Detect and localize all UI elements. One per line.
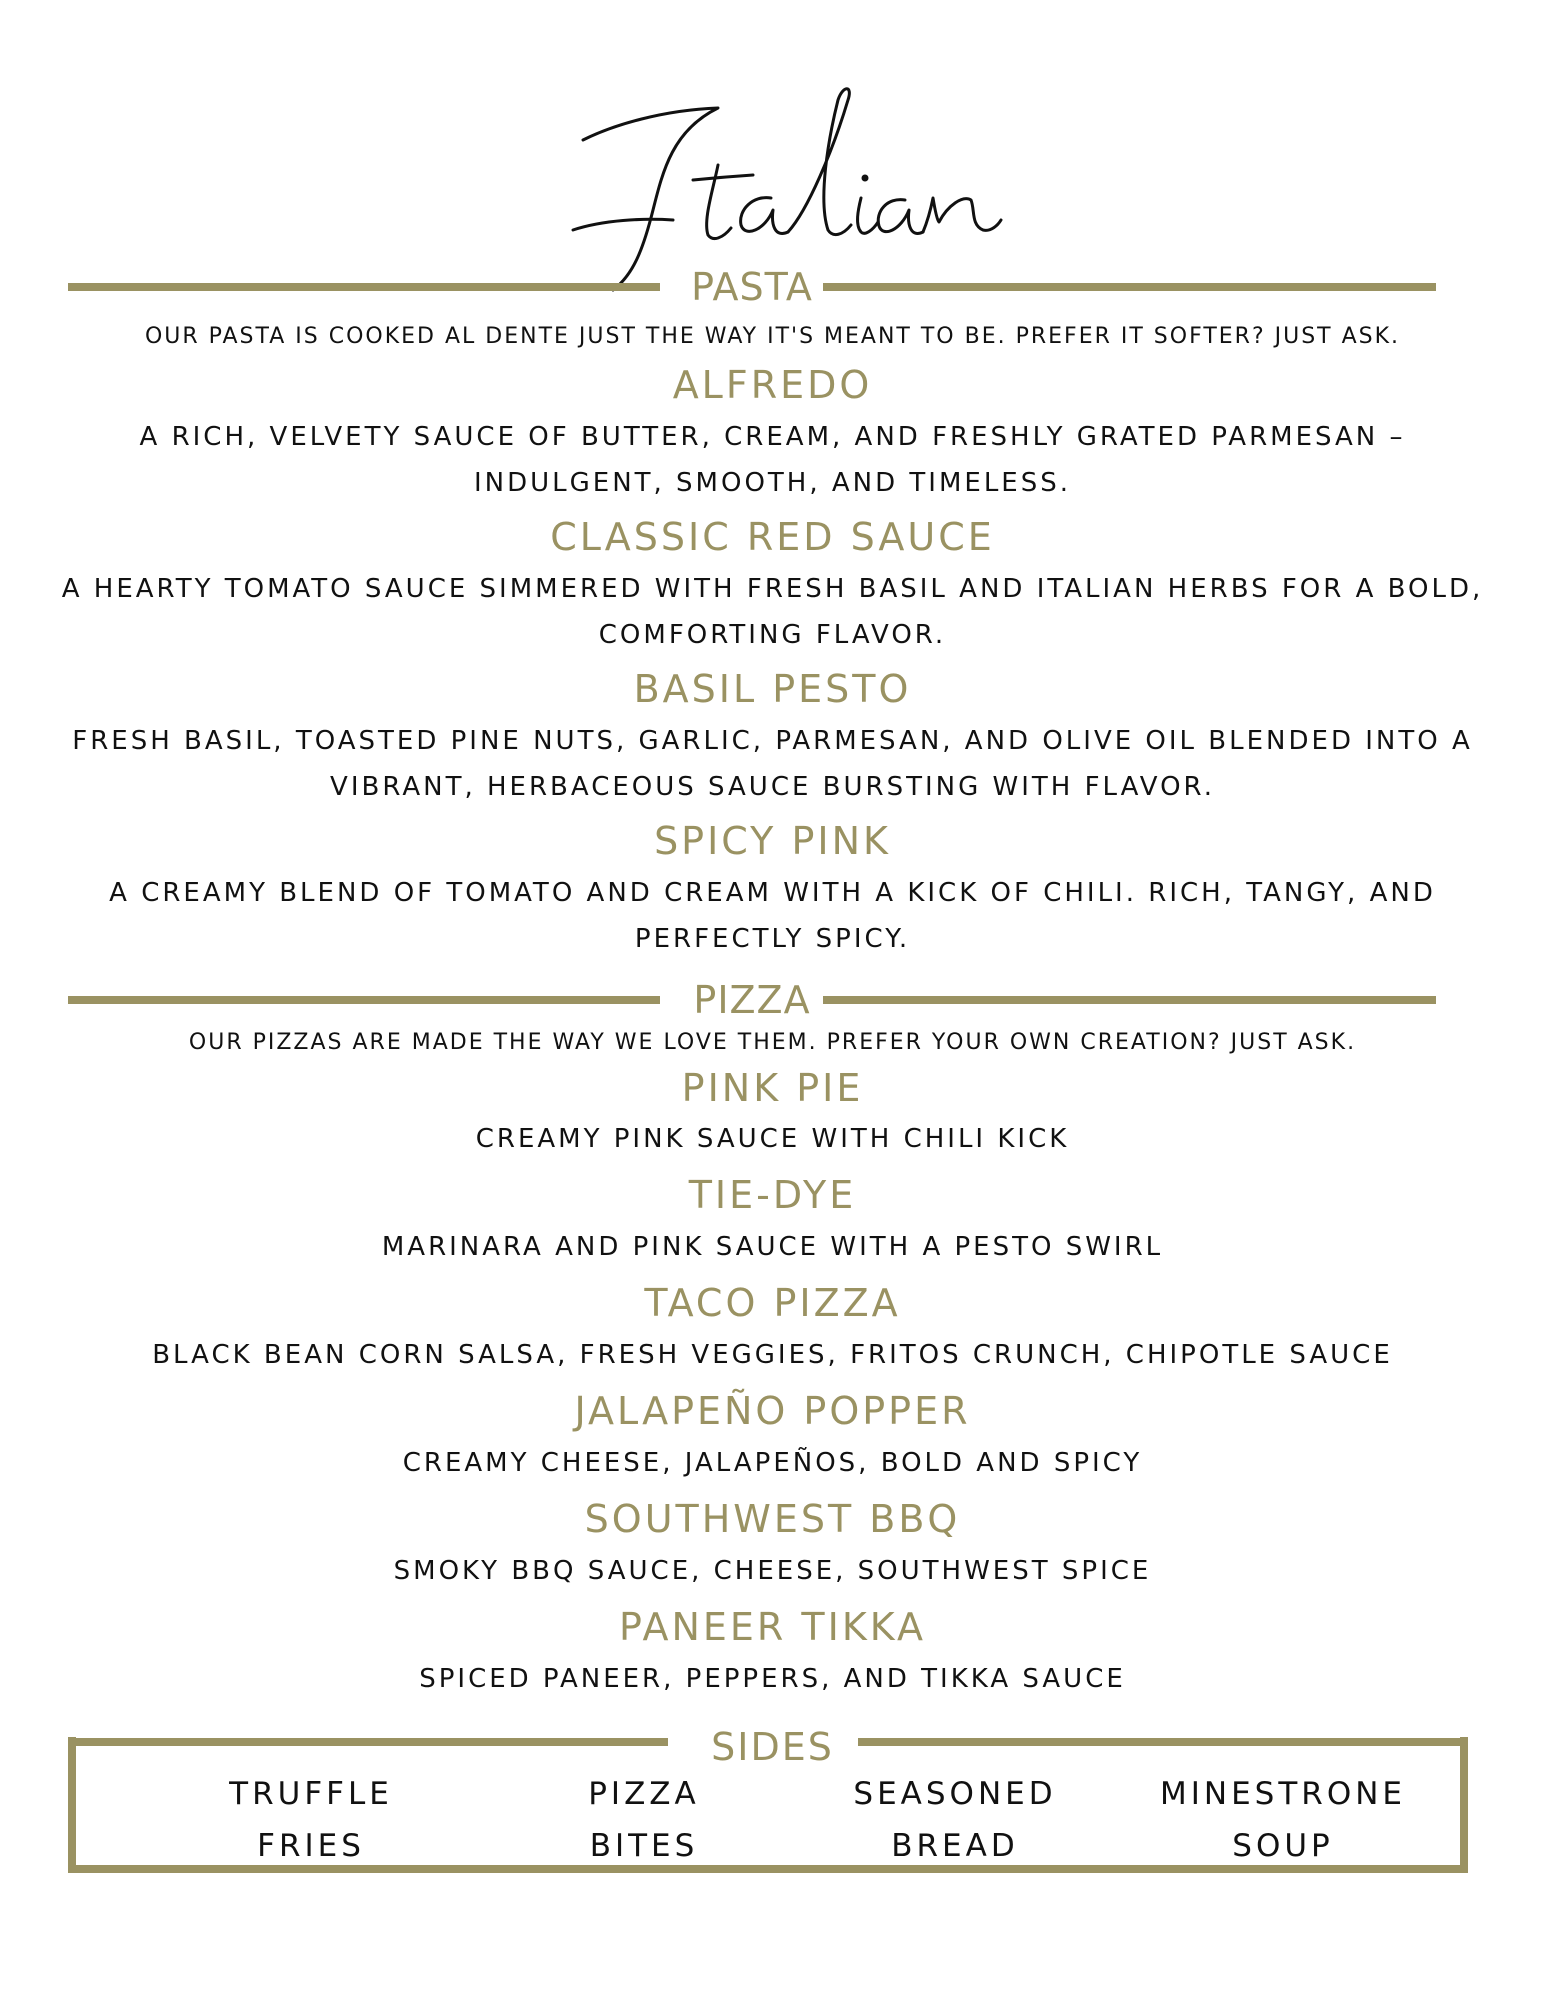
pizza-item-name: PINK PIE: [681, 1066, 864, 1110]
pizza-item-name: TACO PIZZA: [644, 1281, 901, 1325]
side-item: [1123, 1768, 1443, 1872]
pizza-item-name: PANEER TIKKA: [619, 1605, 926, 1649]
pizza-heading: PIZZA: [693, 978, 811, 1022]
pasta-item-desc: A HEARTY TOMATO SAUCE SIMMERED WITH FRESH BASIL AND ITALIAN HERBS FOR A BOLD, COMFORTING FLAVOR.: [61, 574, 1484, 650]
side-item-line2: BITES: [589, 1828, 699, 1864]
side-item: [151, 1768, 471, 1872]
pasta-item-desc: A CREAMY BLEND OF TOMATO AND CREAM WITH A KICK OF CHILI. RICH, TANGY, AND PERFECTLY SPICY.: [109, 878, 1436, 954]
pasta-item-name: SPICY PINK: [654, 819, 891, 863]
pizza-heading-row: [68, 975, 1436, 1025]
side-item-line1: MINESTRONE: [1160, 1776, 1406, 1812]
pasta-heading: PASTA: [691, 265, 813, 309]
side-item-line1: PIZZA: [588, 1776, 700, 1812]
pizza-item-desc: CREAMY PINK SAUCE WITH CHILI KICK: [475, 1124, 1070, 1154]
side-item: [484, 1768, 804, 1872]
pasta-item-desc: FRESH BASIL, TOASTED PINE NUTS, GARLIC, PARMESAN, AND OLIVE OIL BLENDED INTO A VIBRANT, HERBACEOUS SAUCE BURSTING WITH FLAVOR.: [72, 726, 1473, 802]
pasta-item-name: BASIL PESTO: [633, 667, 912, 711]
pizza-item-desc: BLACK BEAN CORN SALSA, FRESH VEGGIES, FRITOS CRUNCH, CHIPOTLE SAUCE: [152, 1340, 1393, 1370]
sides-heading: SIDES: [711, 1725, 834, 1769]
pizza-item-desc: SMOKY BBQ SAUCE, CHEESE, SOUTHWEST SPICE: [393, 1556, 1152, 1586]
pasta-item-name: CLASSIC RED SAUCE: [550, 515, 995, 559]
pasta-item-desc: A RICH, VELVETY SAUCE OF BUTTER, CREAM, AND FRESHLY GRATED PARMESAN – INDULGENT, SMOOTH, AND TIMELESS.: [139, 422, 1406, 498]
pasta-heading-row: [68, 262, 1436, 312]
pizza-item-name: TIE-DYE: [688, 1173, 857, 1217]
pizza-intro: OUR PIZZAS ARE MADE THE WAY WE LOVE THEM. PREFER YOUR OWN CREATION? JUST ASK.: [188, 1030, 1357, 1055]
side-item-line1: SEASONED: [853, 1776, 1057, 1812]
pasta-item-name: ALFREDO: [672, 363, 873, 407]
side-item-line2: SOUP: [1232, 1828, 1334, 1864]
side-item: [795, 1768, 1115, 1872]
pizza-item-name: JALAPEÑO POPPER: [574, 1389, 971, 1433]
side-item-line2: BREAD: [891, 1828, 1019, 1864]
pizza-item-desc: SPICED PANEER, PEPPERS, AND TIKKA SAUCE: [419, 1664, 1126, 1694]
pizza-item-desc: CREAMY CHEESE, JALAPEÑOS, BOLD AND SPICY: [402, 1448, 1143, 1478]
pasta-intro: OUR PASTA IS COOKED AL DENTE JUST THE WAY IT'S MEANT TO BE. PREFER IT SOFTER? JUST ASK.: [144, 324, 1401, 349]
pizza-item-name: SOUTHWEST BBQ: [584, 1497, 961, 1541]
side-item-line1: TRUFFLE: [229, 1776, 393, 1812]
pizza-item-desc: MARINARA AND PINK SAUCE WITH A PESTO SWIRL: [381, 1232, 1164, 1262]
side-item-line2: FRIES: [257, 1828, 365, 1864]
